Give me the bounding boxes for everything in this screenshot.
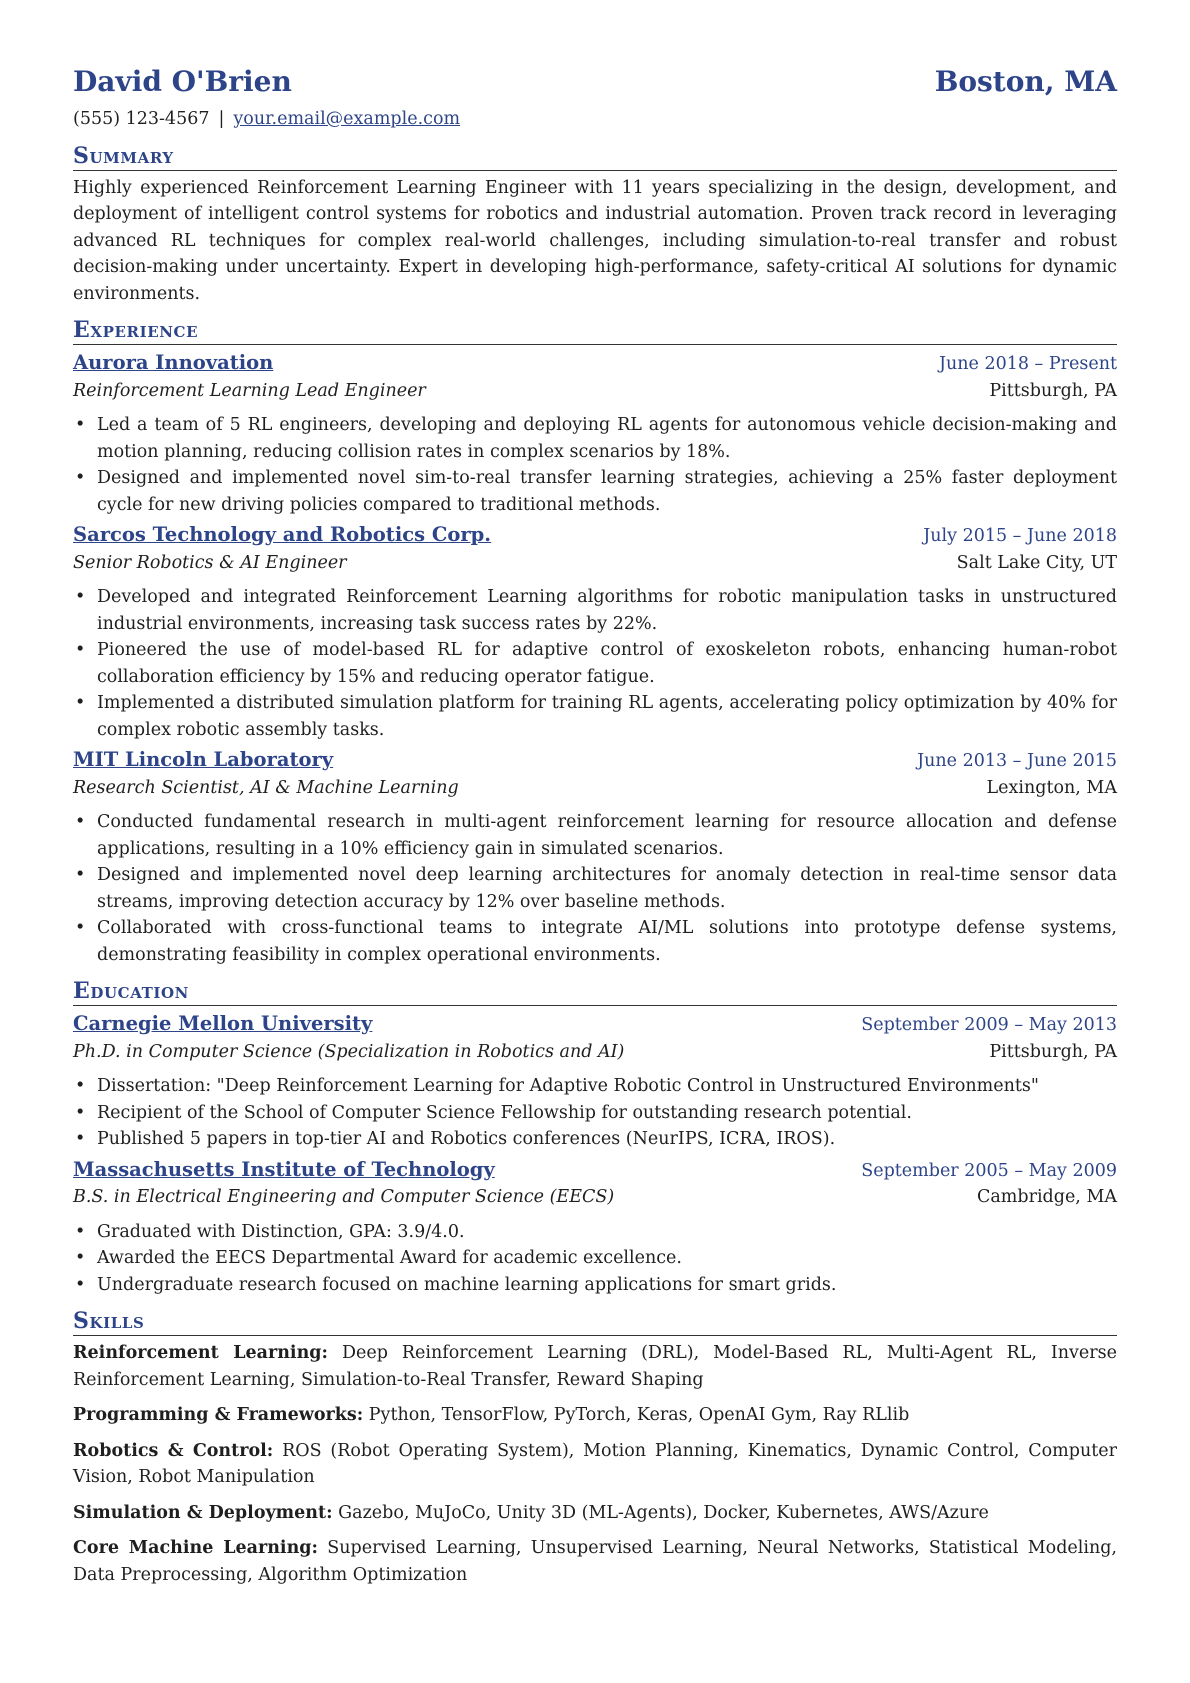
institution-link[interactable]: Massachusetts Institute of Technology [73,1157,495,1181]
bullet-item: • Led a team of 5 RL engineers, developing and deploying RL agents for autonomous vehicle decision-making and motion planning, reducing collision rates in complex scenarios by 18%. [97,412,1117,465]
experience-entry [73,746,1117,968]
education-list [73,1010,1117,1298]
bullet-item: • Collaborated with cross-functional teams to integrate AI/ML solutions into prototype defense systems, demonstrating feasibility in complex operational environments. [97,915,1117,968]
employment-dates: June 2013 – June 2015 [917,751,1117,771]
skill-values: Supervised Learning, Unsupervised Learning, Neural Networks, Statistical Modeling, Data Preprocessing, Algorithm Optimization [73,1538,1117,1585]
skill-category: Reinforcement Learning: [73,1343,328,1363]
bullet-item: • Implemented a distributed simulation platform for training RL agents, accelerating policy optimization by 40% for complex robotic assembly tasks. [97,690,1117,743]
bullet-item: • Undergraduate research focused on machine learning applications for smart grids. [97,1272,1117,1299]
summary-text: Highly experienced Reinforcement Learning Engineer with 11 years specializing in the design, development, and deployment of intelligent control systems for robotics and industrial automation. Proven track record in leveraging advanced RL techniques for complex real-world challenges, including simulation-to-real transfer and robust decision-making under uncertainty. Expert in developing high-performance, safety-critical AI solutions for dynamic environments. [73,177,1117,304]
bullet-item: • Designed and implemented novel deep learning architectures for anomaly detection in real-time sensor data streams, improving detection accuracy by 12% over baseline methods. [97,862,1117,915]
summary-heading: Summary [73,143,1117,171]
education-entry [73,1010,1117,1153]
bullet-item: • Conducted fundamental research in multi-agent reinforcement learning for resource allocation and defense applications, resulting in a 10% efficiency gain in simulated scenarios. [97,809,1117,862]
skills-list [73,1340,1117,1588]
bullet-list [73,1073,1117,1153]
education-entry [73,1156,1117,1299]
employment-dates: July 2015 – June 2018 [923,526,1117,546]
institution-link[interactable]: Carnegie Mellon University [73,1012,373,1035]
study-dates: September 2009 – May 2013 [861,1015,1117,1035]
resume-header [73,62,1117,102]
company-link[interactable]: Aurora Innovation [73,351,274,374]
degree-title: B.S. in Electrical Engineering and Computer Science (EECS) [73,1187,615,1207]
skill-values: Deep Reinforcement Learning (DRL), Model-Based RL, Multi-Agent RL, Inverse Reinforcement Learning, Simulation-to-Real Transfer, Reward Shaping [73,1343,1117,1390]
education-heading: Education [73,978,1117,1006]
email-link[interactable]: your.email@example.com [233,109,461,129]
job-title: Research Scientist, AI & Machine Learning [73,777,459,798]
institution-location: Pittsburgh, PA [989,1041,1117,1062]
experience-list [73,349,1117,968]
skill-category: Simulation & Deployment: [73,1502,333,1523]
skill-row [73,1402,1117,1429]
skill-category: Programming & Frameworks: [73,1405,364,1425]
candidate-location: Boston, MA [934,65,1117,98]
experience-entry [73,521,1117,743]
job-location: Pittsburgh, PA [989,380,1117,401]
bullet-item: • Recipient of the School of Computer Science Fellowship for outstanding research potential. [97,1100,1117,1127]
experience-entry [73,349,1117,518]
job-location: Lexington, MA [986,777,1117,798]
skills-heading: Skills [73,1308,1117,1336]
candidate-name: David O'Brien [73,65,292,98]
bullet-list [73,1219,1117,1299]
skill-category: Core Machine Learning: [73,1538,318,1558]
bullet-item: • Awarded the EECS Departmental Award for academic excellence. [97,1245,1117,1272]
company-link[interactable]: MIT Lincoln Laboratory [73,748,334,771]
skill-row [73,1340,1117,1393]
skill-category: Robotics & Control: [73,1440,274,1461]
employment-dates: June 2018 – Present [938,354,1117,374]
job-title: Senior Robotics & AI Engineer [73,552,347,573]
skill-row [73,1535,1117,1588]
degree-title: Ph.D. in Computer Science (Specialization in Robotics and AI) [73,1041,625,1062]
phone-number: (555) 123-4567 [73,109,210,129]
skill-row [73,1500,1117,1527]
bullet-item: • Developed and integrated Reinforcement Learning algorithms for robotic manipulation tasks in unstructured industrial environments, increasing task success rates by 22%. [97,584,1117,637]
institution-location: Cambridge, MA [976,1187,1117,1207]
company-link[interactable]: Sarcos Technology and Robotics Corp. [73,523,492,546]
bullet-item: • Designed and implemented novel sim-to-real transfer learning strategies, achieving a 25% faster deployment cycle for new driving policies compared to traditional methods. [97,465,1117,518]
study-dates: September 2005 – May 2009 [861,1160,1117,1181]
job-location: Salt Lake City, UT [956,552,1117,573]
bullet-list [73,584,1117,743]
skill-values: ROS (Robot Operating System), Motion Planning, Kinematics, Dynamic Control, Computer Vision, Robot Manipulation [73,1440,1117,1487]
experience-heading: Experience [73,317,1117,345]
skill-values: Gazebo, MuJoCo, Unity 3D (ML-Agents), Docker, Kubernetes, AWS/Azure [338,1502,989,1523]
bullet-item: • Published 5 papers in top-tier AI and Robotics conferences (NeurIPS, ICRA, IROS). [97,1126,1117,1153]
job-title: Reinforcement Learning Lead Engineer [73,380,426,401]
contact-line [73,106,1117,133]
skill-row [73,1438,1117,1491]
bullet-item: • Graduated with Distinction, GPA: 3.9/4.0. [97,1219,1117,1246]
skill-values: Python, TensorFlow, PyTorch, Keras, OpenAI Gym, Ray RLlib [368,1405,910,1425]
bullet-item: • Dissertation: "Deep Reinforcement Learning for Adaptive Robotic Control in Unstructured Environments" [97,1073,1117,1100]
bullet-list [73,809,1117,968]
bullet-list [73,412,1117,518]
contact-separator: | [218,109,225,129]
bullet-item: • Pioneered the use of model-based RL for adaptive control of exoskeleton robots, enhancing human-robot collaboration efficiency by 15% and reducing operator fatigue. [97,637,1117,690]
